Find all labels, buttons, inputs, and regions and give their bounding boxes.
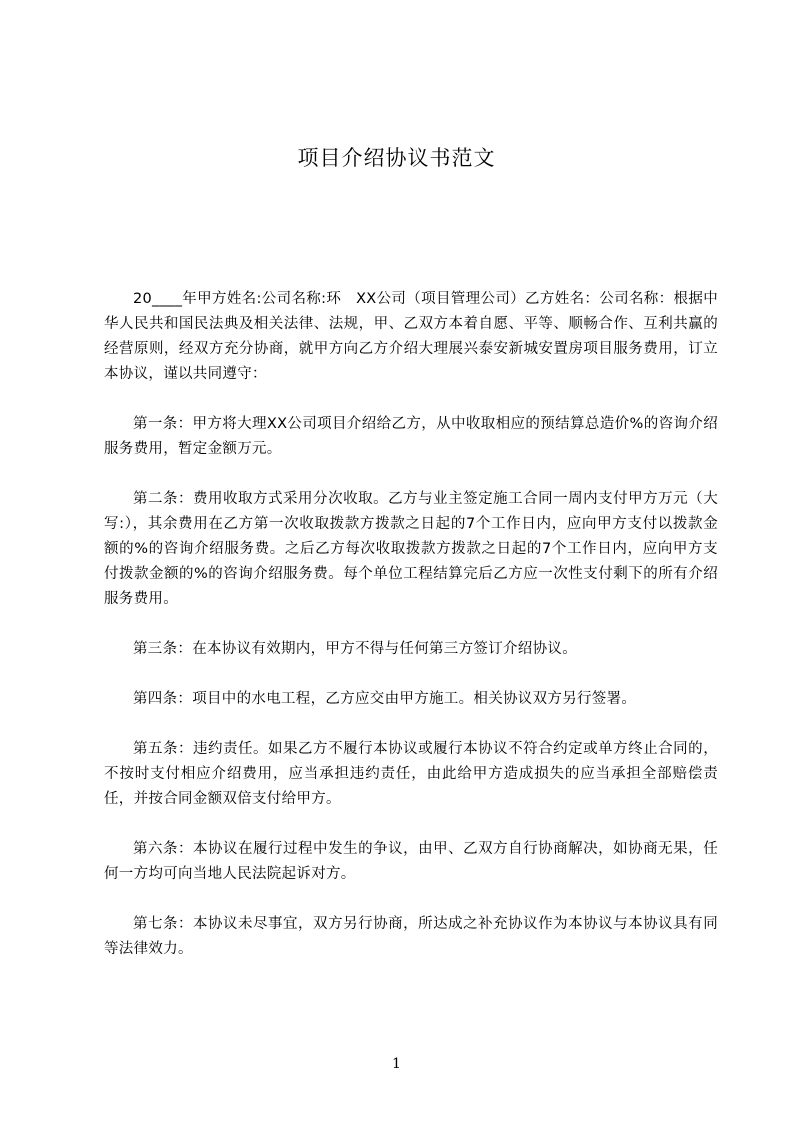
article-2-paragraph: 第二条：费用收取方式采用分次收取。乙方与业主签定施工合同一周内支付甲方万元（大写:），其余费用在乙方第一次收取拨款方拨款之日起的7个工作日内，应向甲方支付以拨款金额的%的咨询介绍服务费。之后乙方每次收取拨款方拨款之日起的7个工作日内，应向甲方支付拨款金额的%的咨询介绍服务费。每个单位工程结算完后乙方应一次性支付剩下的所有介绍服务费用。	[104, 491, 718, 607]
article-4-paragraph: 第四条：项目中的水电工程，乙方应交由甲方施工。相关协议双方另行签署。	[133, 691, 637, 707]
article-3-paragraph: 第三条：在本协议有效期内，甲方不得与任何第三方签订介绍协议。	[133, 641, 577, 657]
article-6-paragraph: 第六条：本协议在履行过程中发生的争议，由甲、乙双方自行协商解决，如协商无果，任何一方均可向当地人民法院起诉对方。	[104, 841, 718, 882]
document-body	[104, 287, 718, 962]
page-number: 1	[392, 1056, 401, 1072]
document-title: 项目介绍协议书范文	[297, 146, 496, 170]
article-7-paragraph: 第七条：本协议未尽事宜，双方另行协商，所达成之补充协议作为本协议与本协议具有同等法律效力。	[104, 916, 718, 957]
preamble-paragraph: 20____年甲方姓名:公司名称:环 XX公司（项目管理公司）乙方姓名：公司名称：根据中华人民共和国民法典及相关法律、法规，甲、乙双方本着自愿、平等、顺畅合作、互利共赢的经营原则，经双方充分协商，就甲方向乙方介绍大理展兴泰安新城安置房项目服务费用，订立本协议，谨以共同遵守：	[104, 291, 718, 382]
article-5-paragraph: 第五条：违约责任。如果乙方不履行本协议或履行本协议不符合约定或单方终止合同的，不按时支付相应介绍费用，应当承担违约责任，由此给甲方造成损失的应当承担全部赔偿责任，并按合同金额双倍支付给甲方。	[104, 741, 718, 807]
article-1-paragraph: 第一条：甲方将大理XX公司项目介绍给乙方，从中收取相应的预结算总造价%的咨询介绍服务费用，暂定金额万元。	[104, 416, 719, 457]
